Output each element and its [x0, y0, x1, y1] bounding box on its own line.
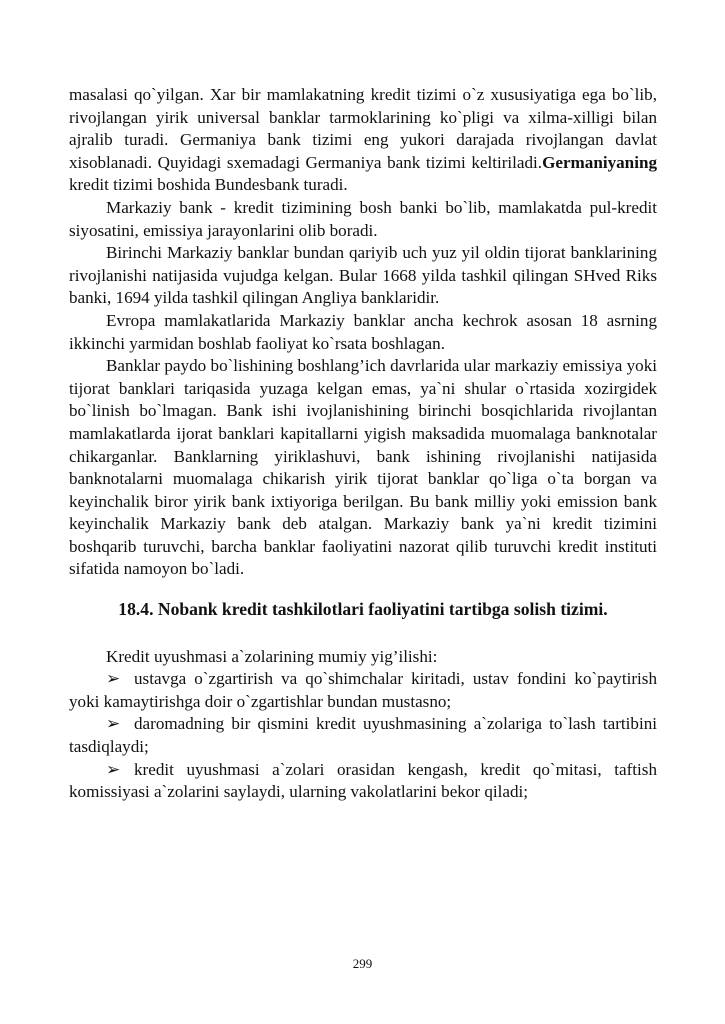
paragraph-1-rest: kredit tizimi boshida Bundesbank turadi.	[69, 175, 348, 195]
list-item-text: daromadning bir qismini kredit uyushmasining a`zolariga to`lash tartibini tasdiqlaydi;	[69, 714, 657, 757]
arrow-bullet-icon: ➢	[106, 714, 121, 734]
section-heading: 18.4. Nobank kredit tashkilotlari faoliyatini tartibga solish tizimi.	[118, 599, 608, 620]
list-item-text: kredit uyushmasi a`zolari orasidan kengash, kredit qo`mitasi, taftish komissiyasi a`zolarini saylaydi, ularning vakolatlarini bekor qiladi;	[69, 759, 657, 802]
document-page	[69, 84, 657, 804]
paragraph-4: Evropa mamlakatlarida Markaziy banklar ancha kechrok asosan 18 asrning ikkinchi yarmidan boshlab faoliyat ko`rsata boshlagan.	[69, 310, 657, 353]
paragraph-2: Markaziy bank - kredit tizimining bosh banki bo`lib, mamlakatda pul-kredit siyosatini, emissiya jarayonlarini olib boradi.	[69, 197, 657, 240]
arrow-bullet-icon: ➢	[106, 759, 121, 779]
paragraph-1-bold-word: Germaniyaning	[542, 152, 657, 172]
list-item	[69, 668, 657, 713]
list-intro: Kredit uyushmasi a`zolarining mumiy yig’ilishi:	[106, 646, 438, 666]
paragraph-5: Banklar paydo bo`lishining boshlang’ich davrlarida ular markaziy emissiya yoki tijorat banklari tariqasida yuzaga kelgan emas, ya`ni shular o`rtasida xozirgidek bo`linish bo`lmagan. Bank ishi ivojlanishining birinchi bosqichlarida rivojlantan mamlakatlarda ijorat banklari kapitallarni yigish maksadida muomalaga banknotalar chikarganlar. Banklarning yiriklashuvi, bank ishining rivojlanishi natijasida banknotalarni muomalaga chikarish yirik tijorat banklar qo`liga o`ta borgan va keyinchalik biror yirik bank ixtiyoriga berilgan. Bu bank milliy yoki emission bank keyinchalik Markaziy bank deb atalgan. Markaziy bank ya`ni kredit tizimini boshqarib turuvchi, barcha banklar faoliyatini nazorat qilib turuvchi kredit instituti sifatida namoyon bo`ladi.	[69, 356, 657, 579]
paragraph-1	[69, 84, 657, 197]
paragraph-1-text: masalasi qo`yilgan. Xar bir mamlakatning kredit tizimi o`z xususiyatiga ega bo`lib, rivojlangan yirik universal banklar tarmoklarining ko`pligi va xilma-xilligi bilan ajralib turadi. Germaniya bank tizimi eng yukori darajada rivojlangan davlat xisoblanadi. Quyidagi sxemadagi Germaniya bank tizimi keltiriladi.	[69, 85, 657, 172]
list-item-text: ustavga o`zgartirish va qo`shimchalar kiritadi, ustav fondini ko`paytirish yoki kamaytirishga doir o`zgartishlar bundan mustasno;	[69, 669, 657, 711]
arrow-bullet-icon: ➢	[106, 669, 121, 689]
page-number: 299	[352, 956, 373, 971]
list-item	[69, 713, 657, 758]
paragraph-3: Birinchi Markaziy banklar bundan qariyib uch yuz yil oldin tijorat banklarining rivojlanishi natijasida vujudga kelgan. Bular 1668 yilda tashkil qilingan SHved Riks banki, 1694 yilda tashkil qilingan Angliya banklaridir.	[69, 243, 657, 308]
list-item	[69, 759, 657, 804]
